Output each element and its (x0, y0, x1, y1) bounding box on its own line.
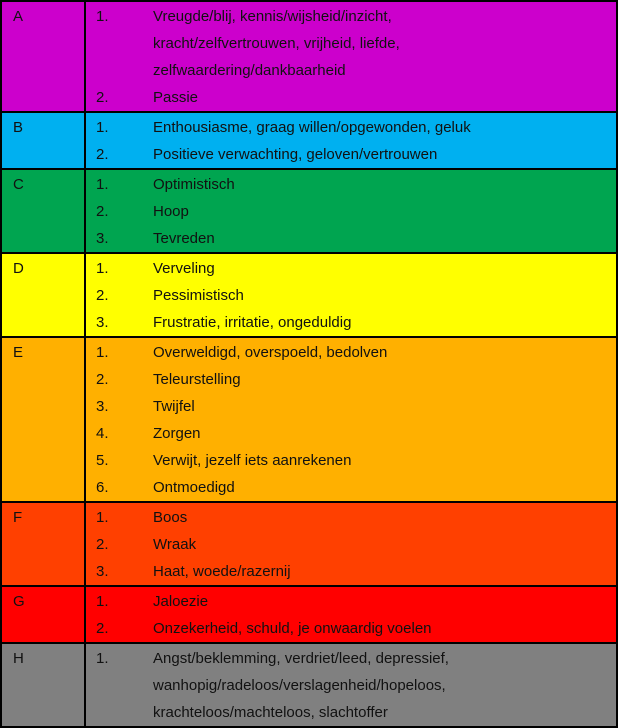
list-item (96, 339, 616, 366)
item-number: 1. (96, 509, 109, 526)
row-letter: E (1, 337, 85, 502)
row-letter: B (1, 112, 85, 169)
item-text: wanhopig/radeloos/verslagenheid/hopeloos, (153, 677, 446, 694)
item-text: Enthousiasme, graag willen/opgewonden, geluk (153, 119, 471, 136)
item-text: Vreugde/blij, kennis/wijsheid/inzicht, (153, 8, 392, 25)
list-item (96, 57, 616, 84)
table-row (1, 337, 617, 502)
item-number: 1. (96, 8, 109, 25)
list-item (96, 114, 616, 141)
table-row (1, 169, 617, 253)
row-letter: C (1, 169, 85, 253)
item-text: zelfwaardering/dankbaarheid (153, 62, 346, 79)
row-items (85, 586, 617, 643)
item-text: Ontmoedigd (153, 479, 235, 496)
item-text: Tevreden (153, 230, 215, 247)
item-text: Teleurstelling (153, 371, 241, 388)
list-item (96, 420, 616, 447)
item-text: Pessimistisch (153, 287, 244, 304)
emotion-scale-body (1, 1, 617, 727)
item-text: Onzekerheid, schuld, je onwaardig voelen (153, 620, 432, 637)
table-row (1, 643, 617, 727)
item-text: Boos (153, 509, 188, 526)
item-text: Twijfel (153, 398, 195, 415)
item-number: 1. (96, 176, 109, 193)
row-letter: H (1, 643, 85, 727)
list-item (96, 30, 616, 57)
item-number: 1. (96, 260, 109, 277)
row-items (85, 502, 617, 586)
item-number: 2. (96, 146, 109, 163)
item-number: 1. (96, 650, 109, 667)
item-number: 2. (96, 536, 109, 553)
item-text: Wraak (153, 536, 197, 553)
item-text: Angst/beklemming, verdriet/leed, depressief, (153, 650, 449, 667)
item-text: Zorgen (153, 425, 201, 442)
item-text: Frustratie, irritatie, ongeduldig (153, 314, 352, 331)
list-item (96, 282, 616, 309)
list-item (96, 141, 616, 168)
item-number: 3. (96, 314, 109, 331)
row-items (85, 253, 617, 337)
item-text: Positieve verwachting, geloven/vertrouwen (153, 146, 438, 163)
list-item (96, 615, 616, 642)
item-number: 4. (96, 425, 109, 442)
list-item (96, 3, 616, 30)
table-row (1, 1, 617, 112)
row-items (85, 1, 617, 112)
item-number: 2. (96, 287, 109, 304)
item-number: 1. (96, 344, 109, 361)
row-items (85, 337, 617, 502)
item-text: Overweldigd, overspoeld, bedolven (153, 344, 388, 361)
item-number: 3. (96, 563, 109, 580)
list-item (96, 504, 616, 531)
item-number: 6. (96, 479, 109, 496)
item-text: Hoop (153, 203, 189, 220)
row-letter: A (1, 1, 85, 112)
list-item (96, 366, 616, 393)
item-number: 5. (96, 452, 109, 469)
table-row (1, 586, 617, 643)
list-item (96, 309, 616, 336)
item-number: 1. (96, 119, 109, 136)
row-items (85, 112, 617, 169)
item-number: 2. (96, 203, 109, 220)
row-items (85, 643, 617, 727)
list-item (96, 558, 616, 585)
list-item (96, 645, 616, 672)
item-text: krachteloos/machteloos, slachtoffer (153, 704, 388, 721)
list-item (96, 588, 616, 615)
table-row (1, 112, 617, 169)
item-text: Optimistisch (153, 176, 235, 193)
item-number: 1. (96, 593, 109, 610)
table-row (1, 253, 617, 337)
list-item (96, 225, 616, 252)
item-text: Passie (153, 89, 199, 106)
row-letter: G (1, 586, 85, 643)
item-number: 2. (96, 371, 109, 388)
table-row (1, 502, 617, 586)
row-letter: D (1, 253, 85, 337)
item-text: Haat, woede/razernij (153, 563, 291, 580)
item-number: 2. (96, 620, 109, 637)
list-item (96, 255, 616, 282)
item-number: 2. (96, 89, 109, 106)
list-item (96, 198, 616, 225)
item-number: 3. (96, 230, 109, 247)
item-text: kracht/zelfvertrouwen, vrijheid, liefde, (153, 35, 400, 52)
list-item (96, 474, 616, 501)
list-item (96, 447, 616, 474)
item-text: Verwijt, jezelf iets aanrekenen (153, 452, 352, 469)
row-items (85, 169, 617, 253)
list-item (96, 531, 616, 558)
item-text: Verveling (153, 260, 215, 277)
item-text: Jaloezie (153, 593, 209, 610)
item-number: 3. (96, 398, 109, 415)
row-letter: F (1, 502, 85, 586)
list-item (96, 171, 616, 198)
list-item (96, 672, 616, 699)
list-item (96, 84, 616, 111)
list-item (96, 393, 616, 420)
